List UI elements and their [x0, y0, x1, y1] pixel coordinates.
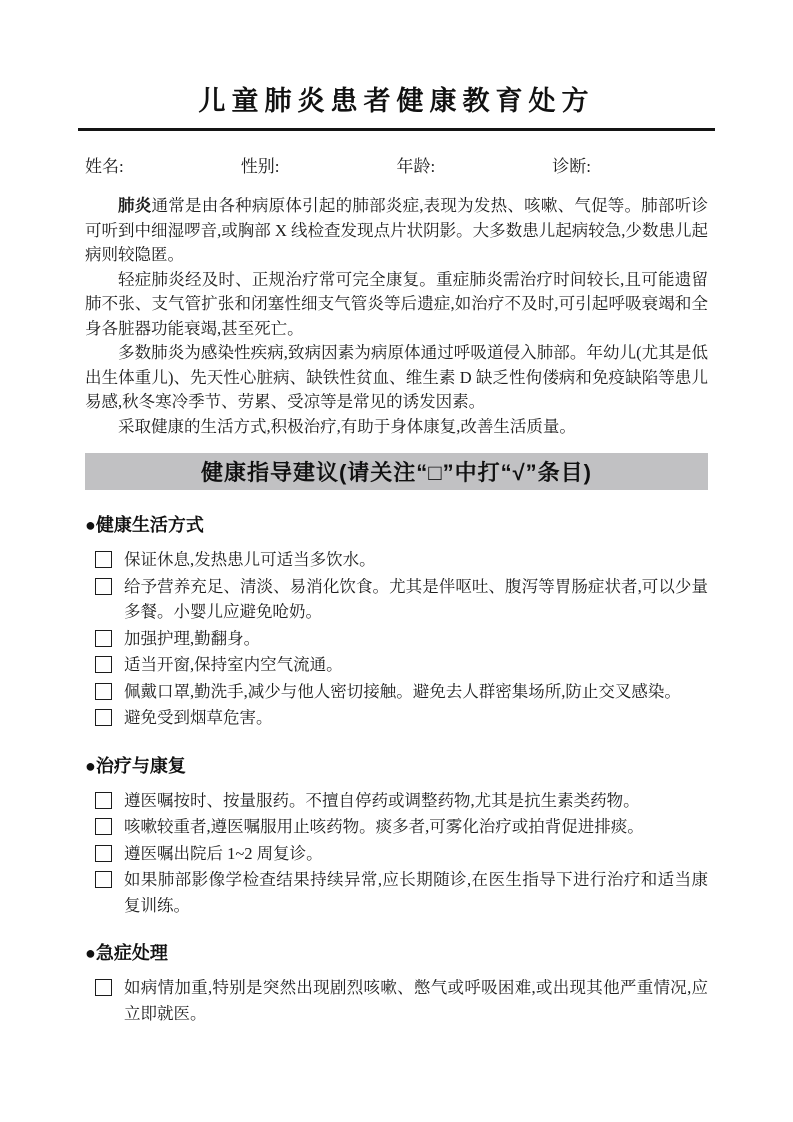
field-age-label: 年龄:: [396, 157, 436, 176]
field-sex: [241, 152, 397, 179]
paragraph-text: 多数肺炎为感染性疾病,致病因素为病原体通过呼吸道侵入肺部。年幼儿(尤其是低出生体重儿)、先天性心脏病、缺铁性贫血、维生素 D 缺乏性佝偻病和免疫缺陷等患儿易感,秋冬寒冷季节、劳累、受凉等是常见的诱发因素。: [85, 343, 708, 411]
checkbox-icon[interactable]: [95, 845, 112, 862]
section-emergency: [85, 942, 708, 1026]
page-title: 儿童肺炎患者健康教育处方: [198, 86, 595, 116]
paragraph-text: 轻症肺炎经及时、正规治疗常可完全康复。重症肺炎需治疗时间较长,且可能遗留肺不张、支气管扩张和闭塞性细支气管炎等后遗症,如治疗不及时,可引起呼吸衰竭和全身各脏器功能衰竭,甚至死亡。: [85, 269, 708, 338]
checklist-item: [85, 841, 708, 867]
field-sex-value[interactable]: [284, 152, 344, 172]
paragraph-text: 通常是由各种病原体引起的肺部炎症,表现为发热、咳嗽、气促等。肺部听诊可听到中细湿啰音,或胸部 X 线检查发现点片状阴影。大多数患儿起病较急,少数患儿起病则较隐匿。: [85, 196, 709, 264]
checkbox-icon[interactable]: [95, 683, 112, 700]
checklist-item-text: 遵医嘱按时、按量服药。不擅自停药或调整药物,尤其是抗生素类药物。: [124, 790, 640, 810]
checkbox-icon[interactable]: [95, 578, 112, 595]
checklist-item-text: 加强护理,勤翻身。: [124, 628, 261, 648]
intro-paragraph-3: [85, 341, 708, 415]
guidance-banner-text: 健康指导建议(请关注“□”中打“√”条目): [200, 460, 593, 485]
patient-info-row: [85, 152, 708, 179]
section-heading: ●健康生活方式: [85, 515, 204, 535]
checkbox-icon[interactable]: [95, 818, 112, 835]
checkbox-icon[interactable]: [95, 630, 112, 647]
checklist-item: [85, 867, 708, 918]
intro-paragraph-2: [85, 268, 708, 342]
checklist-item-text: 佩戴口罩,勤洗手,减少与他人密切接触。避免去人群密集场所,防止交叉感染。: [124, 681, 681, 701]
field-diagnosis-value[interactable]: [595, 152, 655, 172]
checklist-item: [85, 814, 708, 840]
checkbox-icon[interactable]: [95, 551, 112, 568]
checkbox-icon[interactable]: [95, 871, 112, 888]
checklist-item: [85, 652, 708, 678]
section-healthy-lifestyle: [85, 514, 708, 731]
checklist-item-text: 避免受到烟草危害。: [124, 708, 273, 727]
checklist-item: [85, 788, 708, 814]
intro-paragraph-4: [85, 415, 708, 440]
checklist-item-text: 给予营养充足、清淡、易消化饮食。尤其是伴呕吐、腹泻等胃肠症状者,可以少量多餐。小婴儿应避免呛奶。: [124, 576, 708, 621]
checklist-item-text: 咳嗽较重者,遵医嘱服用止咳药物。痰多者,可雾化治疗或拍背促进排痰。: [124, 817, 644, 836]
guidance-banner: [85, 453, 708, 490]
field-age-value[interactable]: [439, 152, 499, 172]
section-heading: ●治疗与康复: [85, 755, 186, 776]
checklist-item: [85, 547, 708, 573]
checkbox-icon[interactable]: [95, 792, 112, 809]
intro-paragraphs: [85, 194, 708, 439]
checklist-item: [85, 574, 708, 625]
field-diagnosis-label: 诊断:: [552, 157, 591, 176]
field-name-value[interactable]: [128, 152, 188, 172]
checklist-item-text: 保证休息,发热患儿可适当多饮水。: [124, 550, 376, 569]
paragraph-lead: 肺炎: [118, 197, 152, 215]
field-name: [85, 152, 241, 179]
field-diagnosis: [552, 152, 708, 179]
intro-paragraph-1: [85, 194, 708, 268]
field-name-label: 姓名:: [85, 157, 124, 176]
section-heading: ●急症处理: [85, 943, 168, 963]
checklist-item: [85, 705, 708, 731]
checkbox-icon[interactable]: [95, 656, 112, 673]
checklist-item: [85, 679, 708, 705]
checklist-item: [85, 975, 708, 1026]
checkbox-icon[interactable]: [95, 979, 112, 996]
checklist-item-text: 适当开窗,保持室内空气流通。: [124, 655, 343, 674]
paragraph-text: 采取健康的生活方式,积极治疗,有助于身体康复,改善生活质量。: [118, 416, 576, 436]
checklist: [85, 975, 708, 1026]
field-sex-label: 性别:: [240, 157, 280, 176]
checklist-item-text: 如病情加重,特别是突然出现剧烈咳嗽、憋气或呼吸困难,或出现其他严重情况,应立即就医。: [124, 978, 708, 1023]
checklist-item-text: 如果肺部影像学检查结果持续异常,应长期随诊,在医生指导下进行治疗和适当康复训练。: [124, 870, 708, 915]
checkbox-icon[interactable]: [95, 709, 112, 726]
section-treatment-recovery: [85, 755, 708, 919]
checklist-item-text: 遵医嘱出院后 1~2 周复诊。: [124, 843, 323, 863]
checklist: [85, 547, 708, 731]
title-divider: [78, 128, 715, 131]
field-age: [397, 152, 553, 179]
checklist: [85, 788, 708, 919]
checklist-item: [85, 626, 708, 652]
